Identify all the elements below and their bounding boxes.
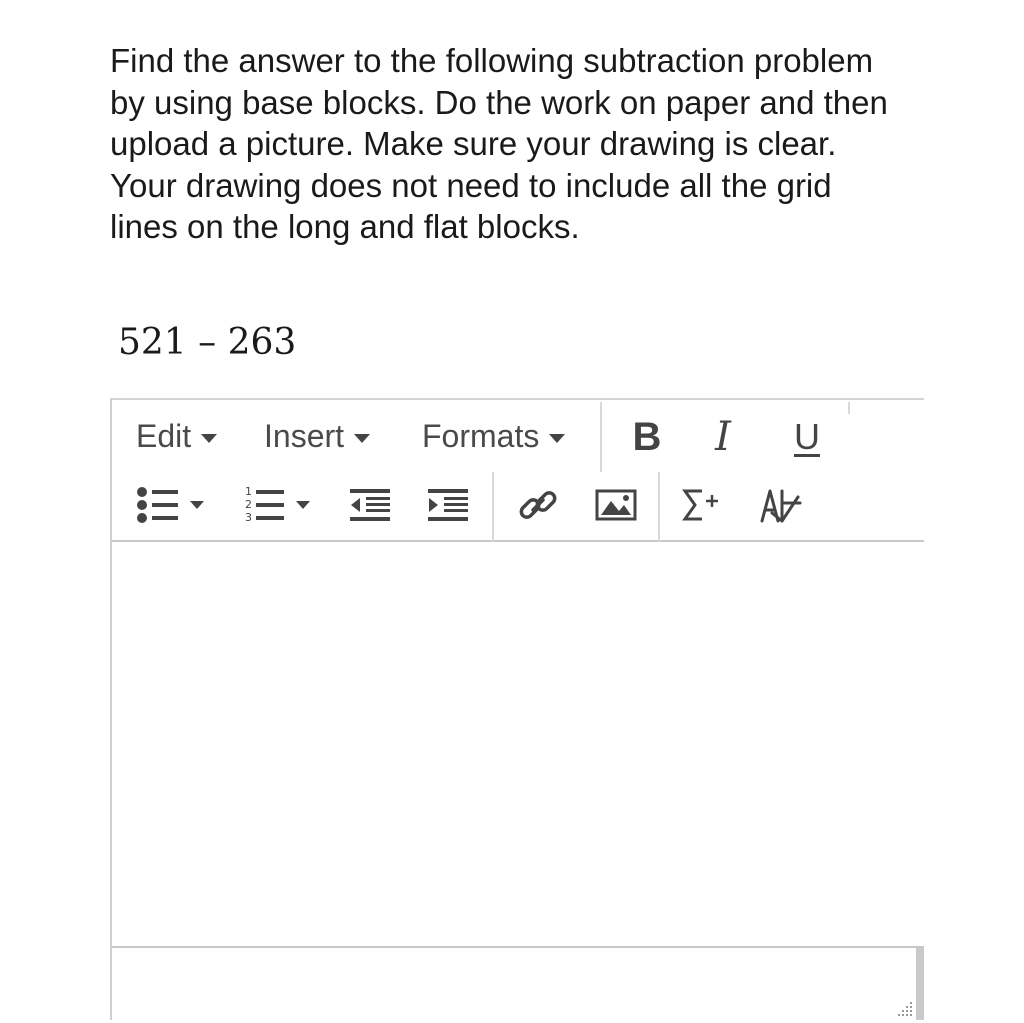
bullet-list-button[interactable]: [136, 480, 204, 530]
chevron-down-icon: [296, 501, 310, 509]
italic-label: I: [715, 414, 731, 460]
image-button[interactable]: [594, 480, 638, 530]
question-text: Find the answer to the following subtraction problem by using base blocks. Do the work on paper and then upload a picture. Make sure your drawing is clear. Your drawing does not need to include all the grid lines on the long and flat blocks.: [110, 42, 888, 245]
resize-handle-icon[interactable]: [894, 998, 914, 1018]
editor-content-area[interactable]: [112, 542, 924, 946]
rich-text-editor: [110, 398, 922, 1020]
formats-menu[interactable]: [422, 418, 565, 455]
spellcheck-button[interactable]: [758, 480, 806, 530]
italic-button[interactable]: [698, 412, 748, 462]
bullet-list-icon: [136, 483, 180, 527]
toolbar-divider: [658, 472, 660, 542]
edit-menu-label: Edit: [136, 418, 192, 454]
chevron-down-icon: [201, 434, 217, 443]
chevron-down-icon: [549, 434, 565, 443]
bold-label: B: [632, 414, 662, 459]
editor-statusbar: [112, 946, 924, 1020]
underline-label: U: [794, 416, 820, 457]
svg-text:1: 1: [245, 485, 252, 498]
insert-menu-label: Insert: [264, 418, 345, 454]
numbered-list-icon: [242, 483, 286, 527]
indent-icon: [426, 483, 470, 527]
formats-menu-label: Formats: [422, 418, 540, 454]
bold-button[interactable]: [622, 412, 672, 462]
underline-button[interactable]: [782, 412, 832, 462]
indent-button[interactable]: [426, 480, 470, 530]
equation-button[interactable]: [680, 480, 724, 530]
outdent-icon: [348, 483, 392, 527]
spellcheck-icon: [758, 483, 806, 527]
math-expression: 521 – 263: [118, 322, 297, 363]
image-icon: [594, 483, 638, 527]
toolbar-divider: [600, 402, 602, 472]
link-button[interactable]: [516, 480, 560, 530]
equation-icon: [680, 483, 724, 527]
chevron-down-icon: [190, 501, 204, 509]
editor-toolbar: [112, 398, 924, 542]
insert-menu[interactable]: [264, 418, 370, 455]
numbered-list-button[interactable]: [242, 480, 310, 530]
svg-text:2: 2: [245, 498, 252, 511]
toolbar-divider: [848, 402, 850, 414]
toolbar-divider: [492, 472, 494, 542]
resize-bar: [916, 948, 924, 1020]
link-icon: [516, 483, 560, 527]
chevron-down-icon: [354, 434, 370, 443]
edit-menu[interactable]: [136, 418, 217, 455]
svg-text:3: 3: [245, 511, 252, 524]
outdent-button[interactable]: [348, 480, 392, 530]
